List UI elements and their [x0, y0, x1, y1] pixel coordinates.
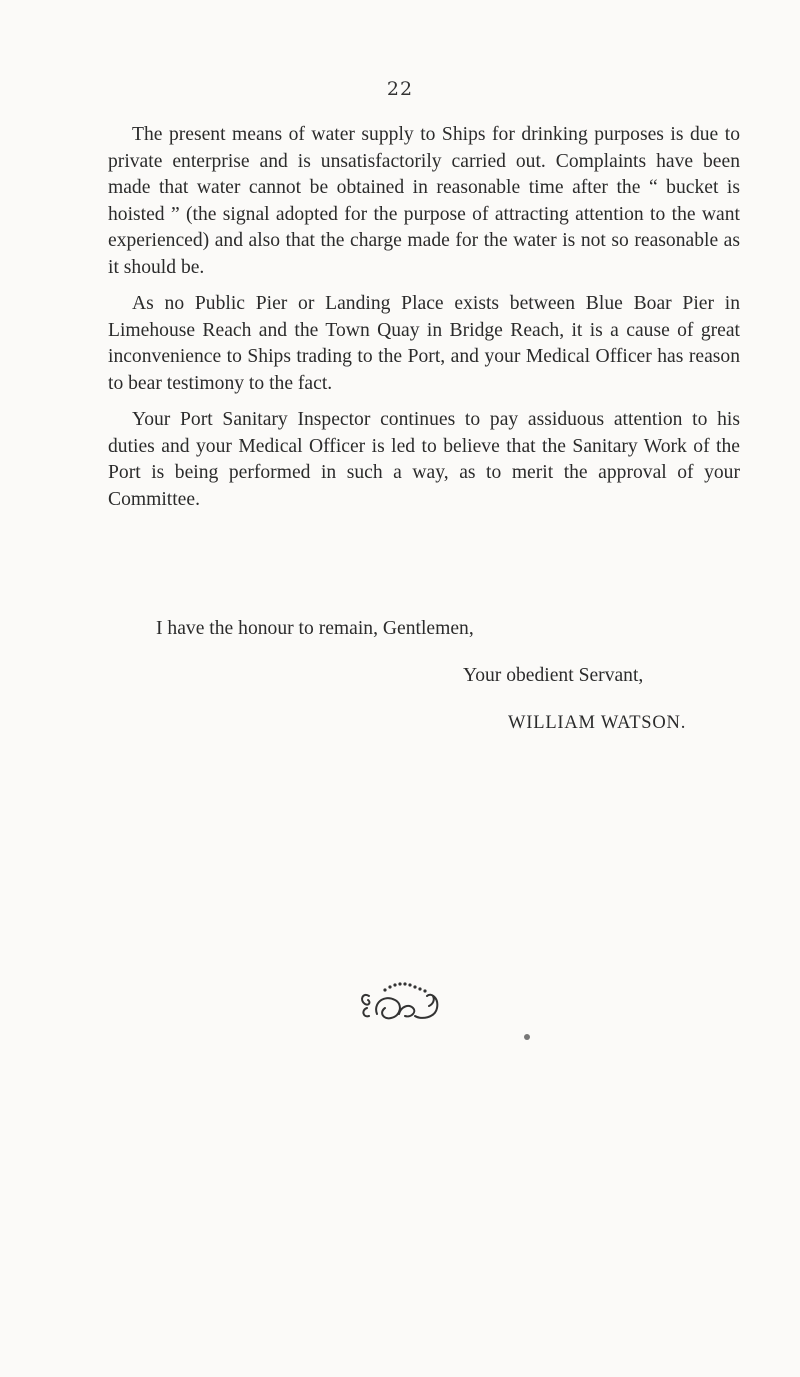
ink-dot — [524, 1034, 530, 1040]
paragraph-sanitary-inspector: Your Port Sanitary Inspector continues to pay assiduous attention to his duties and your Medical Officer is led to believe that the Sanitary Work of the Port is being performed in such a way, as to merit the approval of your Committee. — [108, 409, 740, 510]
closing-line: I have the honour to remain, Gentlemen, — [156, 618, 474, 639]
paragraph-water-supply: The present means of water supply to Ships for drinking purposes is due to private enterprise and is unsatisfactorily carried out. Complaints have been made that water cannot be obtained in reasonable time after the “ bucket is hoisted ” (the signal adopted for the purpose of attracting attention to the want experienced) and also that the charge made for the water is not so reasonable as it should be. — [108, 124, 740, 278]
signature-name: WILLIAM WATSON. — [508, 713, 687, 733]
valediction: Your obedient Servant, — [463, 665, 644, 686]
tailpiece-ornament-icon — [355, 978, 447, 1028]
page-number: 22 — [386, 78, 414, 100]
paragraph-landing-place: As no Public Pier or Landing Place exists between Blue Boar Pier in Limehouse Reach and the Town Quay in Bridge Reach, it is a cause of great inconvenience to Ships trading to the Port, and your Medical Officer has reason to bear testimony to the fact. — [108, 293, 740, 394]
letter-body — [108, 122, 740, 523]
